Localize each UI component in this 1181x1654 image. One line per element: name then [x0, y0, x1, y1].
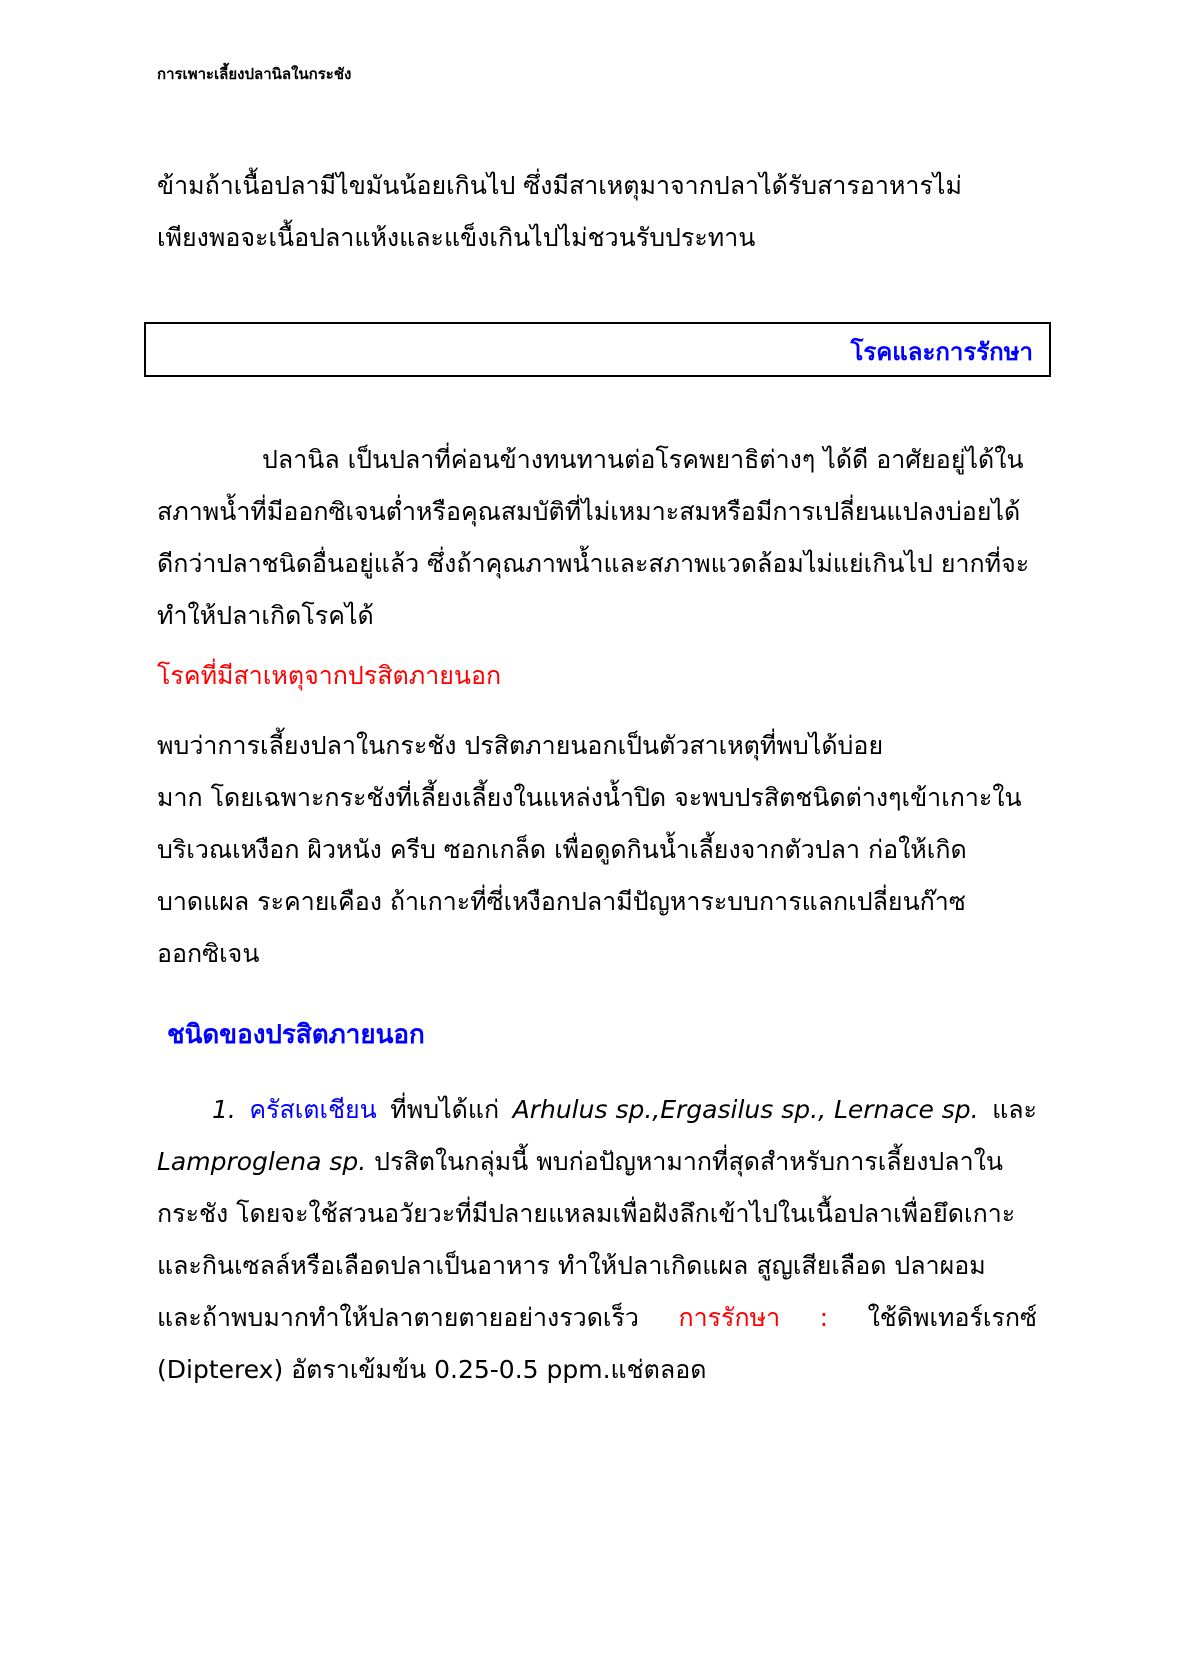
paragraph-1 — [157, 434, 1037, 642]
item-1-line-2 — [157, 1136, 1037, 1188]
subheading-external-parasites: โรคที่มีสาเหตุจากปรสิตภายนอก — [157, 661, 502, 690]
section-title-box — [144, 322, 1051, 377]
item-1-line-5 — [157, 1292, 1037, 1344]
intro-paragraph — [157, 160, 1037, 264]
item-1-line-2-rest: ปรสิตในกลุ่มนี้ พบก่อปัญหามากที่สุดสำหรับการเลี้ยงปลาใน — [374, 1147, 1003, 1176]
treatment-colon: : — [819, 1303, 829, 1332]
item-1-found-text: ที่พบได้แก่ — [390, 1095, 500, 1124]
treatment-label: การรักษา — [678, 1303, 781, 1332]
item-1-line-3: กระชัง โดยจะใช้สวนอวัยวะที่มีปลายแหลมเพื่อฝังลึกเข้าไปในเนื้อปลาเพื่อยึดเกาะ — [157, 1199, 1016, 1228]
paragraph-2-line-1: พบว่าการเลี้ยงปลาในกระชัง ปรสิตภายนอกเป็นตัวสาเหตุที่พบได้บ่อย — [157, 731, 884, 760]
item-1-paragraph — [157, 1084, 1037, 1396]
paragraph-2-line-3: บริเวณเหงือก ผิวหนัง ครีบ ซอกเกล็ด เพื่อดูดกินน้ำเลี้ยงจากตัวปลา ก่อให้เกิด — [157, 835, 967, 864]
paragraph-2 — [157, 720, 1037, 980]
section-title: โรคและการรักษา — [850, 338, 1033, 366]
item-1-species-b: Lamproglena sp. — [157, 1147, 367, 1176]
item-1-and-text: และ — [992, 1095, 1037, 1124]
item-1-line-6: (Dipterex) อัตราเข้มข้น 0.25-0.5 ppm.แช่ตลอด — [157, 1355, 707, 1384]
item-1-line-1 — [157, 1084, 1037, 1136]
paragraph-2-line-4: บาดแผล ระคายเคือง ถ้าเกาะที่ซี่เหงือกปลามีปัญหาระบบการแลกเปลี่ยนก๊าซ — [157, 887, 966, 916]
paragraph-1-line-4: ทำให้ปลาเกิดโรคได้ — [157, 601, 374, 630]
item-1-line-4: และกินเซลล์หรือเลือดปลาเป็นอาหาร ทำให้ปลาเกิดแผล สูญเสียเลือด ปลาผอม — [157, 1251, 986, 1280]
item-1-number: 1. — [212, 1095, 236, 1124]
paragraph-2-line-5: ออกซิเจน — [157, 939, 260, 968]
subheading-parasite-types: ชนิดของปรสิตภายนอก — [167, 1020, 425, 1050]
paragraph-1-line-1: ปลานิล เป็นปลาที่ค่อนข้างทนทานต่อโรคพยาธิต่างๆ ได้ดี อาศัยอยู่ได้ใน — [262, 445, 1024, 474]
paragraph-2-line-2: มาก โดยเฉพาะกระชังที่เลี้ยงเลี้ยงในแหล่งน้ำปิด จะพบปรสิตชนิดต่างๆเข้าเกาะใน — [157, 783, 1022, 812]
paragraph-1-line-2: สภาพน้ำที่มีออกซิเจนต่ำหรือคุณสมบัติที่ไม่เหมาะสมหรือมีการเปลี่ยนแปลงบ่อยได้ — [157, 497, 1021, 526]
item-1-species-a: Arhulus sp.,Ergasilus sp., Lernace sp. — [512, 1095, 979, 1124]
running-header: การเพาะเลี้ยงปลานิลในกระชัง — [157, 65, 352, 83]
paragraph-1-line-3: ดีกว่าปลาชนิดอื่นอยู่แล้ว ซึ่งถ้าคุณภาพน้ำและสภาพแวดล้อมไม่แย่เกินไป ยากที่จะ — [157, 549, 1030, 578]
treatment-start: ใช้ดิพเทอร์เรกซ์ — [867, 1303, 1037, 1332]
intro-line-1: ข้ามถ้าเนื้อปลามีไขมันน้อยเกินไป ซึ่งมีสาเหตุมาจากปลาได้รับสารอาหารไม่ — [157, 171, 962, 200]
item-1-name: ครัสเตเชียน — [249, 1095, 377, 1124]
item-1-line-5-start: และถ้าพบมากทำให้ปลาตายตายอย่างรวดเร็ว — [157, 1303, 639, 1332]
intro-line-2: เพียงพอจะเนื้อปลาแห้งและแข็งเกินไปไม่ชวนรับประทาน — [157, 223, 756, 252]
